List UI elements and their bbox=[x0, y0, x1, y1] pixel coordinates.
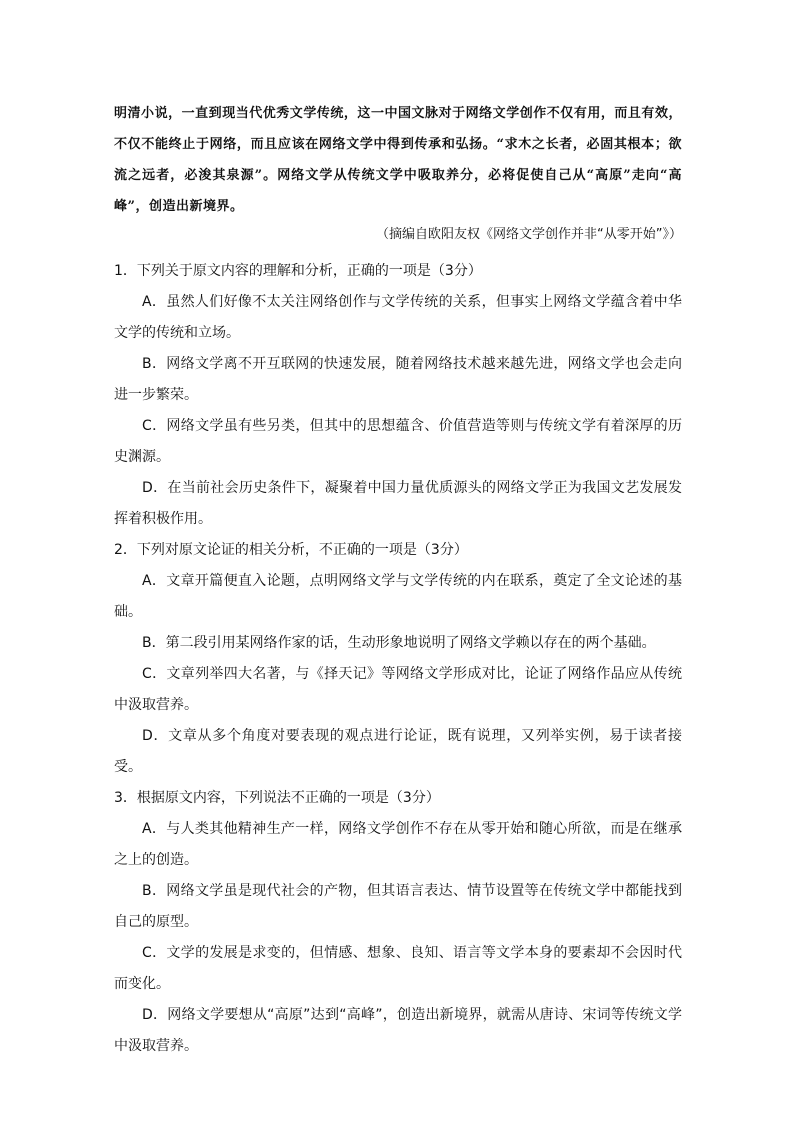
option-d: D．在当前社会历史条件下，凝聚着中国力量优质源头的网络文学正为我国文艺发展发挥着积极作用。 bbox=[114, 480, 682, 527]
passage-paragraph: 明清小说，一直到现当代优秀文学传统，这一中国文脉对于网络文学创作不仅有用，而且有效，不仅不能终止于网络，而且应该在网络文学中得到传承和弘扬。“求木之长者，必固其根本；欲流之远者，必浚其泉源”。网络文学从传统文学中吸取养分，必将促使自己从“高原”走向“高峰”，创造出新境界。 bbox=[114, 106, 682, 214]
option-a: A．虽然人们好像不太关注网络创作与文学传统的关系，但事实上网络文学蕴含着中华文学的传统和立场。 bbox=[114, 294, 682, 341]
option-d: D．文章从多个角度对要表现的观点进行论证，既有说理，又列举实例，易于读者接受。 bbox=[114, 728, 682, 775]
source-citation: （摘编自欧阳友权《网络文学创作并非“从零开始”》） bbox=[376, 227, 682, 242]
question-1 bbox=[114, 256, 682, 535]
option-b: B．网络文学虽是现代社会的产物，但其语言表达、情节设置等在传统文学中都能找到自己的原型。 bbox=[114, 883, 682, 930]
question-stem: 3．根据原文内容，下列说法不正确的一项是（3分） bbox=[114, 790, 440, 806]
question-stem: 1．下列关于原文内容的理解和分析，正确的一项是（3分） bbox=[114, 263, 482, 279]
option-b: B．第二段引用某网络作家的话，生动形象地说明了网络文学赖以存在的两个基础。 bbox=[142, 635, 656, 651]
option-b: B．网络文学离不开互联网的快速发展，随着网络技术越来越先进，网络文学也会走向进一步繁荣。 bbox=[114, 356, 682, 403]
option-d: D．网络文学要想从“高原”达到“高峰”，创造出新境界，就需从唐诗、宋词等传统文学中汲取营养。 bbox=[114, 1007, 682, 1054]
option-c: C．文学的发展是求变的，但情感、想象、良知、语言等文学本身的要素却不会因时代而变化。 bbox=[114, 945, 682, 992]
option-c: C．网络文学虽有些另类，但其中的思想蕴含、价值营造等则与传统文学有着深厚的历史渊源。 bbox=[114, 418, 682, 465]
option-a: A．文章开篇便直入论题，点明网络文学与文学传统的内在联系，奠定了全文论述的基础。 bbox=[114, 573, 682, 620]
option-a: A．与人类其他精神生产一样，网络文学创作不存在从零开始和随心所欲，而是在继承之上的创造。 bbox=[114, 821, 682, 868]
question-3 bbox=[114, 783, 682, 1062]
question-2 bbox=[114, 535, 682, 783]
option-c: C．文章列举四大名著，与《择天记》等网络文学形成对比，论证了网络作品应从传统中汲取营养。 bbox=[114, 666, 682, 713]
question-list bbox=[114, 256, 682, 1062]
passage-excerpt bbox=[114, 98, 682, 222]
question-stem: 2．下列对原文论证的相关分析，不正确的一项是（3分） bbox=[114, 542, 468, 558]
